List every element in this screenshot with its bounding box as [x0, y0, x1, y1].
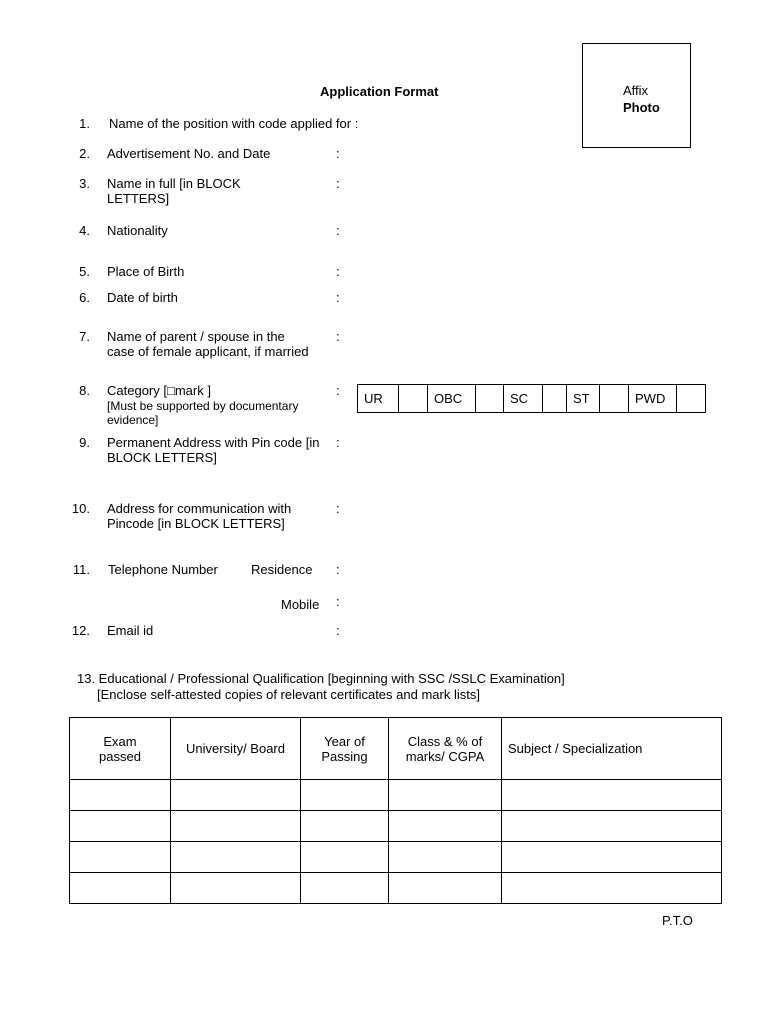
- item-label-advertisement: Advertisement No. and Date: [107, 146, 271, 161]
- category-label-ur: UR: [358, 385, 399, 413]
- item-label-permanent-address: Permanent Address with Pin code [in BLOCK LETTERS]: [107, 435, 320, 465]
- item-number: 1.: [79, 116, 90, 131]
- item-colon: :: [336, 264, 340, 279]
- category-label-pwd: PWD: [629, 385, 677, 413]
- item-label-place-of-birth: Place of Birth: [107, 264, 185, 279]
- table-row: [70, 811, 722, 842]
- item-label-date-of-birth: Date of birth: [107, 290, 178, 305]
- education-header-subject: Subject / Specialization: [502, 718, 722, 780]
- photo-label-photo: Photo: [623, 100, 660, 115]
- category-label-sc: SC: [504, 385, 543, 413]
- category-checkbox-pwd[interactable]: [677, 385, 706, 413]
- education-header-year: Year of Passing: [301, 718, 389, 780]
- category-label-obc: OBC: [428, 385, 476, 413]
- item-label-position: Name of the position with code applied for :: [109, 116, 359, 131]
- item-label-communication-address: Address for communication with Pincode [in BLOCK LETTERS]: [107, 501, 292, 531]
- item-colon: :: [336, 223, 340, 238]
- telephone-residence-label: Residence: [251, 562, 313, 577]
- item-number: 9.: [79, 435, 90, 450]
- page-title: Application Format: [320, 84, 439, 99]
- item-colon: :: [336, 329, 340, 344]
- page-turn-note: P.T.O: [662, 913, 693, 928]
- item-label-email: Email id: [107, 623, 154, 638]
- item-colon: :: [336, 290, 340, 305]
- category-checkbox-ur[interactable]: [399, 385, 428, 413]
- table-row: [70, 842, 722, 873]
- item-colon: :: [336, 146, 340, 161]
- item-colon: :: [336, 501, 340, 516]
- education-header-exam: Exam passed: [70, 718, 171, 780]
- education-header-university: University/ Board: [171, 718, 301, 780]
- item-number: 11.: [72, 562, 90, 577]
- item-number: 2.: [79, 146, 90, 161]
- category-checkbox-st[interactable]: [600, 385, 629, 413]
- category-checkbox-sc[interactable]: [543, 385, 567, 413]
- item-colon: :: [336, 594, 340, 609]
- item-colon: :: [336, 383, 340, 398]
- telephone-mobile-label: Mobile: [281, 597, 320, 612]
- item-number: 8.: [79, 383, 90, 398]
- item-note-category: [Must be supported by documentary evidence]: [107, 399, 299, 427]
- item-number: 4.: [79, 223, 90, 238]
- category-checkbox-obc[interactable]: [476, 385, 504, 413]
- item-number: 3.: [79, 176, 90, 191]
- item-number: 12.: [71, 623, 90, 638]
- photo-box: [582, 43, 691, 148]
- table-row: [70, 780, 722, 811]
- item-label-name: Name in full [in BLOCK LETTERS]: [107, 176, 241, 206]
- photo-label-affix: Affix: [623, 83, 649, 98]
- education-heading: 13. Educational / Professional Qualification [beginning with SSC /SSLC Examination]: [77, 671, 565, 686]
- item-number: 10.: [71, 501, 90, 516]
- item-number: 5.: [79, 264, 90, 279]
- education-header-class: Class & % of marks/ CGPA: [389, 718, 502, 780]
- category-label-st: ST: [567, 385, 600, 413]
- table-row: [70, 873, 722, 904]
- item-number: 6.: [79, 290, 90, 305]
- item-colon: :: [336, 562, 340, 577]
- item-number: 7.: [79, 329, 90, 344]
- item-label-parent-spouse: Name of parent / spouse in the case of female applicant, if married: [107, 329, 309, 359]
- education-table: [69, 717, 722, 904]
- item-colon: :: [336, 435, 340, 450]
- item-colon: :: [336, 623, 340, 638]
- item-label-nationality: Nationality: [107, 223, 168, 238]
- item-label-telephone: Telephone Number: [108, 562, 218, 577]
- item-label-category: Category [□mark ]: [107, 383, 211, 398]
- item-colon: :: [336, 176, 340, 191]
- education-note: [Enclose self-attested copies of relevant certificates and mark lists]: [97, 687, 480, 702]
- category-table: [357, 384, 706, 413]
